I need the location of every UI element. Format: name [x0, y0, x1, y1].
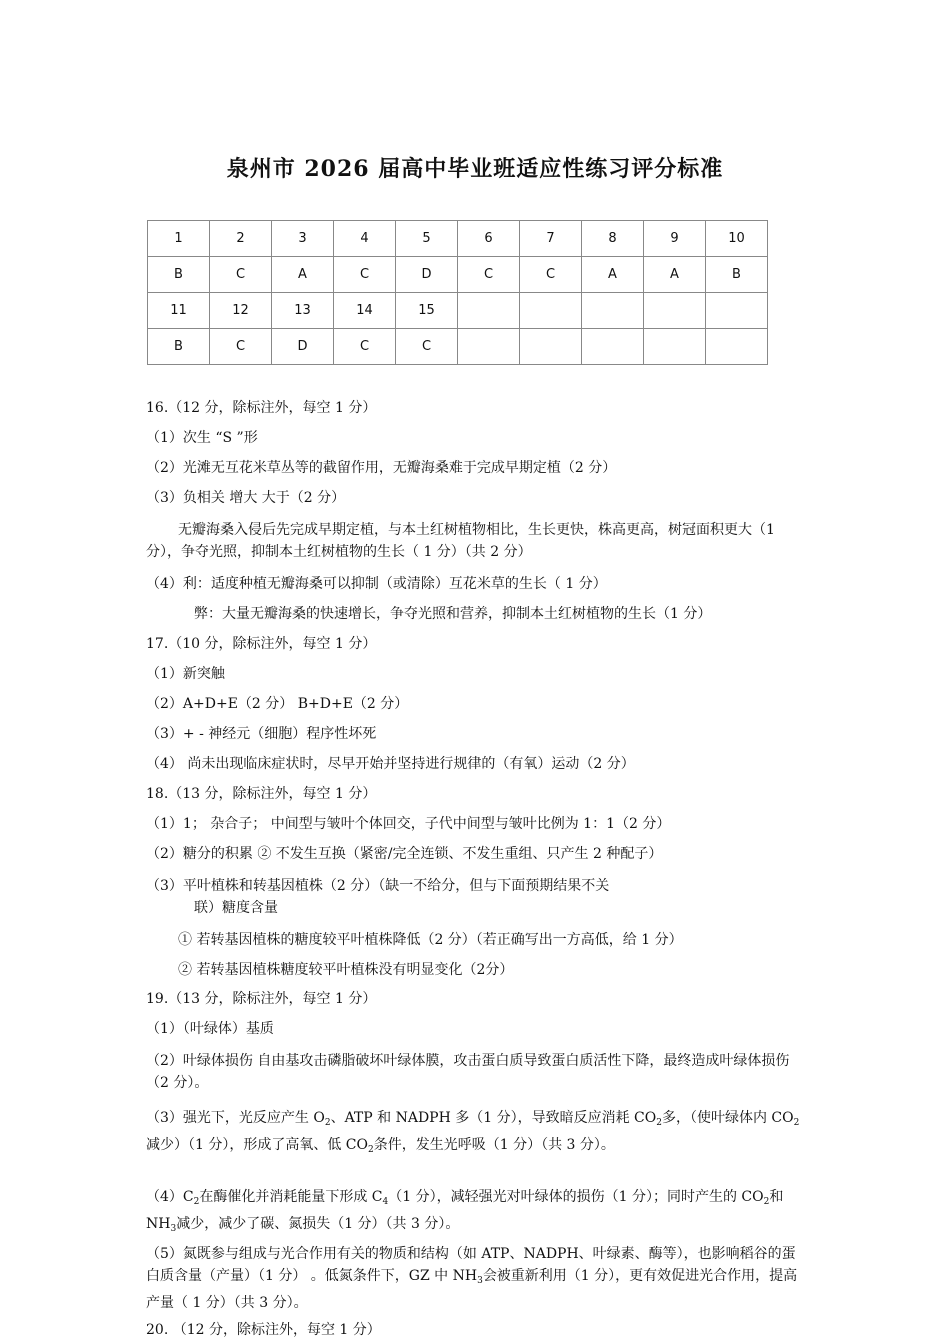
answer-table-cell: C: [396, 329, 458, 365]
answer-table-cell: [644, 293, 706, 329]
answer-table-row: [148, 257, 768, 293]
answer-table-cell: [520, 329, 582, 365]
answer-table-cell: A: [582, 257, 644, 293]
q16-answer-4-cons: 弊：大量无瓣海桑的快速增长，争夺光照和营养，抑制本土红树植物的生长（1 分）: [194, 606, 712, 622]
answer-table: [147, 220, 768, 365]
q17-answer-1: （1）新突触: [146, 666, 225, 682]
answer-table-row: [148, 293, 768, 329]
answer-table-cell: [706, 293, 768, 329]
q16-explanation: 无瓣海桑入侵后先完成早期定植，与本土红树植物相比，生长更快，株高更高，树冠面积更大（1 分），争夺光照，抑制本土红树植物的生长（ 1 分）（共 2 分）: [146, 522, 775, 560]
answer-table-cell: [520, 293, 582, 329]
answer-table-cell: [582, 329, 644, 365]
q19-answer-3: （3）强光下，光反应产生 $O_2$、ATP 和 NADPH 多（1 分），导致暗反应消耗 $CO_2$多，（使叶绿体内 $CO_2$减少）（1 分），形成了高氧、低 $CO_2$条件，发生光呼吸（1 分）（共 3 分）。: [146, 1110, 800, 1155]
answer-table-cell: 14: [334, 293, 396, 329]
answer-table-cell: B: [148, 257, 210, 293]
q17-answer-4: （4） 尚未出现临床症状时，尽早开始并坚持进行规律的（有氧）运动（2 分）: [146, 756, 635, 772]
answer-table-cell: 3: [272, 221, 334, 257]
answer-table-cell: C: [458, 257, 520, 293]
page-title: 泉州市 2026 届高中毕业班适应性练习评分标准: [226, 156, 724, 182]
q18-answer-1: （1）1； 杂合子； 中间型与皱叶个体回交，子代中间型与皱叶比例为 1：1（2 分）: [146, 816, 671, 832]
q20-header: 20. （12 分，除标注外，每空 1 分）: [146, 1322, 381, 1338]
answer-table-cell: 13: [272, 293, 334, 329]
answer-table-cell: 12: [210, 293, 272, 329]
q17-answer-3: （3）+ - 神经元（细胞）程序性坏死: [146, 726, 377, 742]
answer-table-row: [148, 221, 768, 257]
answer-table-cell: C: [210, 329, 272, 365]
q18-answer-2: （2）糖分的积累 ② 不发生互换（紧密/完全连锁、不发生重组、只产生 2 种配子）: [146, 846, 663, 862]
q18-outcome-1: ① 若转基因植株的糖度较平叶植株降低（2 分）（若正确写出一方高低，给 1 分）: [178, 932, 683, 948]
answer-table-cell: A: [644, 257, 706, 293]
answer-table-cell: 9: [644, 221, 706, 257]
answer-table-cell: B: [148, 329, 210, 365]
q19-header: 19.（13 分，除标注外，每空 1 分）: [146, 991, 377, 1007]
q19-answer-5: （5）氮既参与组成与光合作用有关的物质和结构（如 ATP、NADPH、叶绿素、酶等），也影响稻谷的蛋白质含量（产量）（1 分） 。低氮条件下，GZ 中 $NH_3$会被重新利用（1 分），更有效促进光合作用，提高产量（ 1 分）（共 3 分）。: [146, 1246, 798, 1311]
answer-table-cell: 4: [334, 221, 396, 257]
answer-table-cell: 1: [148, 221, 210, 257]
answer-table-cell: 8: [582, 221, 644, 257]
q17-header: 17.（10 分，除标注外，每空 1 分）: [146, 636, 377, 652]
q16-answer-4: （4）利：适度种植无瓣海桑可以抑制（或清除）互花米草的生长（ 1 分）: [146, 576, 607, 592]
answer-table-row: [148, 329, 768, 365]
q19-answer-4: $(4)C_2$在酶催化并消耗能量下形成 $C_4(1$ 分），减轻强光对叶绿体的损伤（1 分）；同时产生的 $CO_2$和 $NH_3$减少，减少了碳、氮损失（1 分）（共 3 分）。: [146, 1189, 784, 1234]
q16-answer-3: （3）负相关 增大 大于（2 分）: [146, 490, 346, 506]
answer-table-cell: 5: [396, 221, 458, 257]
answer-table-cell: 11: [148, 293, 210, 329]
answer-table-cell: C: [520, 257, 582, 293]
q17-answer-2: （2）A+D+E（2 分） B+D+E（2 分）: [146, 696, 409, 712]
q19-answer-2: （2）叶绿体损伤 自由基攻击磷脂破坏叶绿体膜，攻击蛋白质导致蛋白质活性下降，最终造成叶绿体损伤（2 分）。: [146, 1053, 790, 1091]
answer-table-cell: 7: [520, 221, 582, 257]
answer-table-cell: 15: [396, 293, 458, 329]
answer-table-cell: C: [334, 329, 396, 365]
answer-table-cell: C: [334, 257, 396, 293]
answer-table-cell: [582, 293, 644, 329]
q18-outcome-2: ② 若转基因植株糖度较平叶植株没有明显变化（2分）: [178, 962, 514, 978]
answer-table-cell: [458, 329, 520, 365]
answer-table-cell: D: [272, 329, 334, 365]
answer-table-cell: [458, 293, 520, 329]
answer-table-cell: 6: [458, 221, 520, 257]
q18-answer-3b: 联）糖度含量: [194, 900, 278, 916]
answer-table-cell: 2: [210, 221, 272, 257]
q18-answer-3a: （3）平叶植株和转基因植株（2 分）（缺一不给分，但与下面预期结果不关: [146, 878, 610, 894]
answer-table-cell: A: [272, 257, 334, 293]
q19-answer-1: （1）（叶绿体）基质: [146, 1021, 274, 1037]
answer-table-cell: [644, 329, 706, 365]
q16-answer-1: （1）次生 “S ”形: [146, 430, 258, 446]
q16-answer-2: （2）光滩无互花米草丛等的截留作用，无瓣海桑难于完成早期定植（2 分）: [146, 460, 617, 476]
q16-header: 16.（12 分，除标注外，每空 1 分）: [146, 400, 377, 416]
answer-table-cell: C: [210, 257, 272, 293]
answer-table-cell: 10: [706, 221, 768, 257]
answer-table-cell: B: [706, 257, 768, 293]
q18-header: 18.（13 分，除标注外，每空 1 分）: [146, 786, 377, 802]
answer-table-cell: D: [396, 257, 458, 293]
answer-table-cell: [706, 329, 768, 365]
